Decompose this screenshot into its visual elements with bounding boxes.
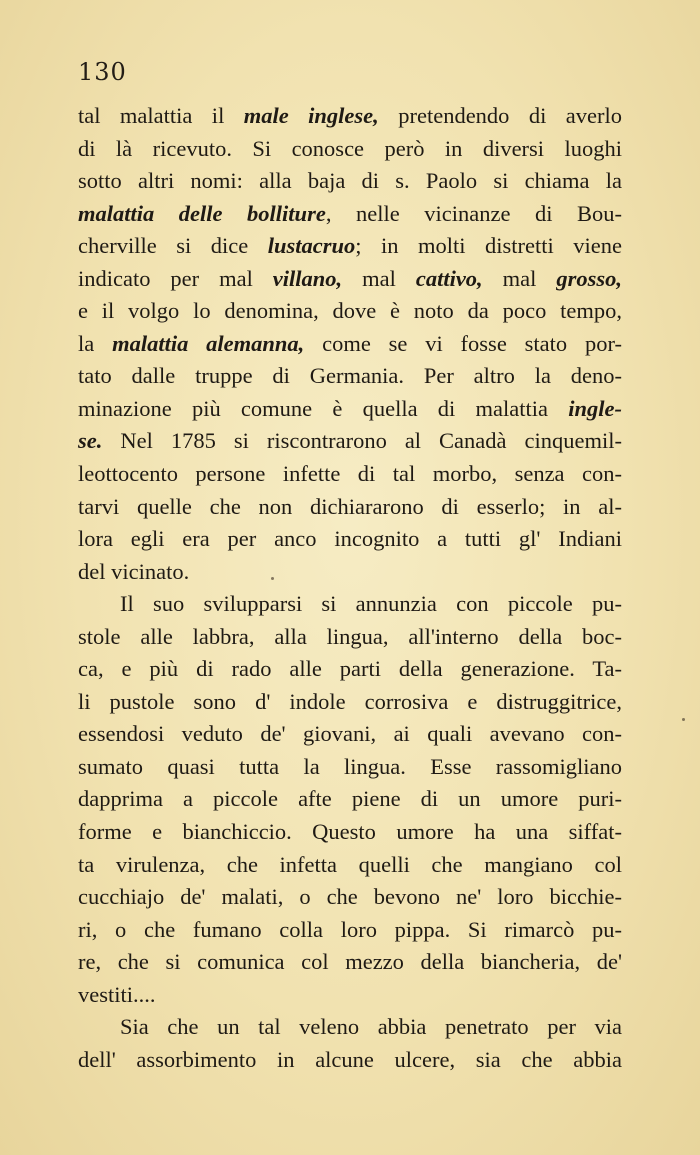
text-line <box>78 621 622 654</box>
text-line <box>78 425 622 458</box>
italic-term: grosso, <box>556 265 622 291</box>
text-segment: cucchiajo de' malati, o che bevono ne' loro bicchie- <box>78 884 622 910</box>
ink-speck <box>271 577 274 580</box>
text-segment: leottocento persone infette di tal morbo, senza con- <box>78 461 622 487</box>
text-line <box>78 230 622 263</box>
text-line <box>78 751 622 784</box>
text-segment: come se vi fosse stato por- <box>304 330 622 356</box>
text-line <box>78 914 622 947</box>
text-segment: sotto altri nomi: alla baja di s. Paolo si chiama la <box>78 168 622 194</box>
text-line <box>78 198 622 231</box>
text-segment: minazione più comune è quella di malattia <box>78 395 569 421</box>
ink-speck <box>682 718 685 721</box>
text-line <box>78 165 622 198</box>
page-number: 130 <box>78 58 127 86</box>
text-segment: ta virulenza, che infetta quelli che mangiano col <box>78 851 622 877</box>
text-line <box>78 946 622 979</box>
text-line <box>78 849 622 882</box>
text-segment: cherville si dice <box>78 233 268 259</box>
text-segment: la <box>78 330 113 356</box>
italic-term: lustacruo <box>267 233 356 259</box>
text-segment: forme e bianchiccio. Questo umore ha una siffat- <box>78 819 622 845</box>
italic-term: malattia alemanna, <box>112 330 305 356</box>
text-segment: mal <box>482 265 557 291</box>
text-line <box>78 523 622 556</box>
text-segment: Nel 1785 si riscontrarono al Canadà cinquemil- <box>102 428 622 454</box>
text-line <box>78 263 622 296</box>
text-segment: dell' assorbimento in alcune ulcere, sia che abbia <box>78 1046 622 1072</box>
text-segment: re, che si comunica col mezzo della biancheria, de' <box>78 949 622 975</box>
text-line <box>78 295 622 328</box>
text-segment: mal <box>342 265 416 291</box>
text-segment: dapprima a piccole afte piene di un umore puri- <box>78 786 622 812</box>
text-segment: ca, e più di rado alle parti della generazione. Ta- <box>78 656 622 682</box>
text-line <box>78 588 622 621</box>
text-line <box>78 556 622 589</box>
text-line <box>78 100 622 133</box>
italic-term: villano, <box>272 265 343 291</box>
text-segment: tal malattia il <box>78 103 244 128</box>
text-segment: del vicinato. <box>78 558 190 584</box>
text-segment: ; in molti distretti viene <box>355 233 622 259</box>
text-segment: tato dalle truppe di Germania. Per altro la deno- <box>78 363 622 389</box>
text-line <box>78 816 622 849</box>
text-segment: tarvi quelle che non dichiararono di esserlo; in al- <box>78 493 622 519</box>
text-line <box>78 328 622 361</box>
text-line <box>78 653 622 686</box>
text-segment: , nelle vicinanze di Bou- <box>325 200 622 226</box>
text-segment: stole alle labbra, alla lingua, all'interno della boc- <box>78 623 622 649</box>
italic-term: male inglese, <box>243 103 379 128</box>
text-line <box>78 783 622 816</box>
text-segment: li pustole sono d' indole corrosiva e distruggitrice, <box>78 688 622 714</box>
text-segment: sumato quasi tutta la lingua. Esse rassomigliano <box>78 753 622 779</box>
text-line <box>78 360 622 393</box>
text-line <box>78 1011 622 1044</box>
text-segment: essendosi veduto de' giovani, ai quali avevano con- <box>78 721 622 747</box>
text-line <box>78 393 622 426</box>
text-segment: pretendendo di averlo <box>378 103 623 128</box>
text-segment: indicato per mal <box>78 265 273 291</box>
text-line <box>78 979 622 1012</box>
text-segment: ri, o che fumano colla loro pippa. Si rimarcò pu- <box>78 916 622 942</box>
text-line <box>78 686 622 719</box>
text-line <box>78 491 622 524</box>
text-line <box>78 458 622 491</box>
body-text <box>78 100 622 1076</box>
text-segment: lora egli era per anco incognito a tutti gl' Indiani <box>78 526 622 552</box>
text-line <box>78 718 622 751</box>
text-line <box>78 881 622 914</box>
text-segment: Sia che un tal veleno abbia penetrato per via <box>120 1014 622 1040</box>
text-segment: vestiti.... <box>78 981 156 1007</box>
text-line <box>78 1044 622 1077</box>
text-segment: di là ricevuto. Si conosce però in diversi luoghi <box>78 135 622 161</box>
text-segment: Il suo svilupparsi si annunzia con piccole pu- <box>120 591 622 617</box>
italic-term: ingle- <box>568 395 622 421</box>
italic-term: cattivo, <box>415 265 483 291</box>
text-segment: e il volgo lo denomina, dove è noto da poco tempo, <box>78 298 622 324</box>
italic-term: malattia delle bolliture <box>78 200 326 226</box>
italic-term: se. <box>78 428 103 454</box>
text-line <box>78 133 622 166</box>
